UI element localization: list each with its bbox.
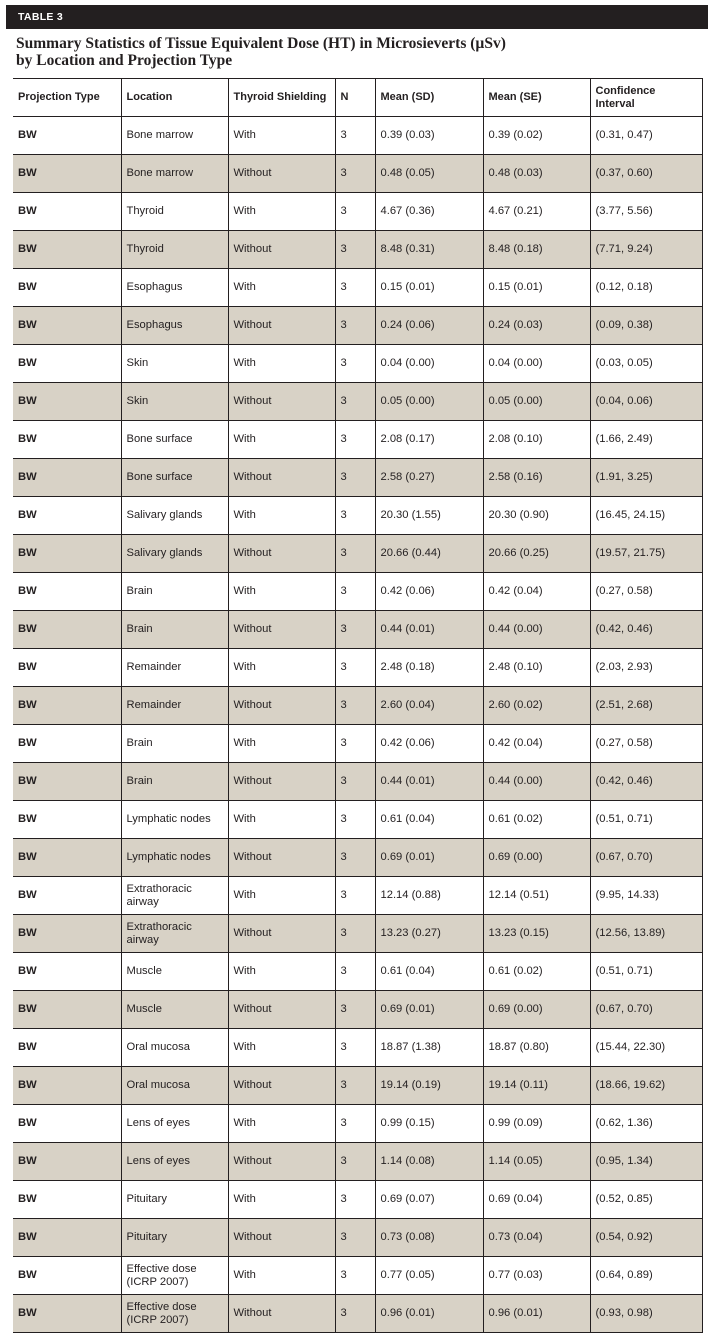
location-cell: Brain (121, 763, 228, 801)
table-row (13, 801, 702, 839)
thyroid-shielding-cell: With (228, 117, 335, 155)
column-header-mean-se: Mean (SE) (483, 79, 590, 117)
mean-se-cell: 0.61 (0.02) (483, 953, 590, 991)
projection-type-cell: BW (13, 839, 121, 877)
confidence-interval-cell: (3.77, 5.56) (590, 193, 702, 231)
thyroid-shielding-cell: Without (228, 307, 335, 345)
mean-sd-cell: 2.08 (0.17) (375, 421, 483, 459)
projection-type-cell: BW (13, 611, 121, 649)
mean-sd-cell: 0.15 (0.01) (375, 269, 483, 307)
n-cell: 3 (335, 725, 375, 763)
table-row (13, 307, 702, 345)
mean-sd-cell: 0.69 (0.01) (375, 839, 483, 877)
mean-sd-cell: 19.14 (0.19) (375, 1067, 483, 1105)
projection-type-cell: BW (13, 383, 121, 421)
mean-se-cell: 0.61 (0.02) (483, 801, 590, 839)
mean-se-cell: 2.48 (0.10) (483, 649, 590, 687)
table-title-line-1: Summary Statistics of Tissue Equivalent Dose (HT) in Microsieverts (µSv) (16, 35, 506, 52)
mean-sd-cell: 0.61 (0.04) (375, 801, 483, 839)
confidence-interval-cell: (0.37, 0.60) (590, 155, 702, 193)
projection-type-cell: BW (13, 535, 121, 573)
mean-sd-cell: 20.30 (1.55) (375, 497, 483, 535)
n-cell: 3 (335, 535, 375, 573)
projection-type-cell: BW (13, 117, 121, 155)
thyroid-shielding-cell: With (228, 193, 335, 231)
mean-se-cell: 0.39 (0.02) (483, 117, 590, 155)
thyroid-shielding-cell: With (228, 1105, 335, 1143)
n-cell: 3 (335, 915, 375, 953)
location-cell: Salivary glands (121, 535, 228, 573)
projection-type-cell: BW (13, 193, 121, 231)
mean-sd-cell: 0.44 (0.01) (375, 763, 483, 801)
location-cell: Bone surface (121, 459, 228, 497)
projection-type-cell: BW (13, 307, 121, 345)
mean-se-cell: 18.87 (0.80) (483, 1029, 590, 1067)
mean-sd-cell: 0.04 (0.00) (375, 345, 483, 383)
confidence-interval-cell: (0.62, 1.36) (590, 1105, 702, 1143)
confidence-interval-cell: (0.03, 0.05) (590, 345, 702, 383)
thyroid-shielding-cell: With (228, 1029, 335, 1067)
mean-se-cell: 0.73 (0.04) (483, 1219, 590, 1257)
mean-se-cell: 0.48 (0.03) (483, 155, 590, 193)
thyroid-shielding-cell: With (228, 877, 335, 915)
mean-sd-cell: 0.42 (0.06) (375, 725, 483, 763)
mean-sd-cell: 13.23 (0.27) (375, 915, 483, 953)
confidence-interval-cell: (12.56, 13.89) (590, 915, 702, 953)
thyroid-shielding-cell: With (228, 269, 335, 307)
thyroid-shielding-cell: Without (228, 155, 335, 193)
projection-type-cell: BW (13, 421, 121, 459)
projection-type-cell: BW (13, 269, 121, 307)
location-cell: Effective dose (ICRP 2007) (121, 1257, 228, 1295)
table-row (13, 687, 702, 725)
thyroid-shielding-cell: Without (228, 611, 335, 649)
thyroid-shielding-cell: Without (228, 459, 335, 497)
n-cell: 3 (335, 801, 375, 839)
mean-se-cell: 0.42 (0.04) (483, 725, 590, 763)
mean-sd-cell: 0.61 (0.04) (375, 953, 483, 991)
table-row (13, 1105, 702, 1143)
table-row (13, 1181, 702, 1219)
projection-type-cell: BW (13, 1067, 121, 1105)
location-cell: Lens of eyes (121, 1105, 228, 1143)
location-cell: Extrathoracic airway (121, 877, 228, 915)
n-cell: 3 (335, 345, 375, 383)
table-row (13, 915, 702, 953)
table-row (13, 1257, 702, 1295)
location-cell: Remainder (121, 649, 228, 687)
projection-type-cell: BW (13, 801, 121, 839)
column-header-projection-type: Projection Type (13, 79, 121, 117)
projection-type-cell: BW (13, 991, 121, 1029)
n-cell: 3 (335, 763, 375, 801)
n-cell: 3 (335, 1067, 375, 1105)
mean-se-cell: 0.42 (0.04) (483, 573, 590, 611)
mean-se-cell: 4.67 (0.21) (483, 193, 590, 231)
table-row (13, 953, 702, 991)
projection-type-cell: BW (13, 1181, 121, 1219)
mean-sd-cell: 4.67 (0.36) (375, 193, 483, 231)
mean-se-cell: 0.24 (0.03) (483, 307, 590, 345)
n-cell: 3 (335, 839, 375, 877)
table-row (13, 497, 702, 535)
table-row (13, 611, 702, 649)
thyroid-shielding-cell: Without (228, 231, 335, 269)
n-cell: 3 (335, 383, 375, 421)
thyroid-shielding-cell: Without (228, 383, 335, 421)
location-cell: Thyroid (121, 231, 228, 269)
table-row (13, 573, 702, 611)
mean-sd-cell: 0.48 (0.05) (375, 155, 483, 193)
location-cell: Brain (121, 573, 228, 611)
mean-sd-cell: 0.69 (0.07) (375, 1181, 483, 1219)
mean-sd-cell: 0.42 (0.06) (375, 573, 483, 611)
confidence-interval-cell: (2.03, 2.93) (590, 649, 702, 687)
mean-sd-cell: 1.14 (0.08) (375, 1143, 483, 1181)
table-row (13, 193, 702, 231)
n-cell: 3 (335, 1029, 375, 1067)
n-cell: 3 (335, 1219, 375, 1257)
mean-se-cell: 0.77 (0.03) (483, 1257, 590, 1295)
mean-se-cell: 13.23 (0.15) (483, 915, 590, 953)
thyroid-shielding-cell: Without (228, 1219, 335, 1257)
location-cell: Pituitary (121, 1219, 228, 1257)
location-cell: Skin (121, 383, 228, 421)
mean-sd-cell: 0.73 (0.08) (375, 1219, 483, 1257)
column-header-n: N (335, 79, 375, 117)
confidence-interval-cell: (0.93, 0.98) (590, 1295, 702, 1333)
n-cell: 3 (335, 497, 375, 535)
mean-sd-cell: 0.69 (0.01) (375, 991, 483, 1029)
n-cell: 3 (335, 269, 375, 307)
mean-se-cell: 0.05 (0.00) (483, 383, 590, 421)
location-cell: Lymphatic nodes (121, 839, 228, 877)
n-cell: 3 (335, 459, 375, 497)
location-cell: Muscle (121, 953, 228, 991)
table-row (13, 725, 702, 763)
n-cell: 3 (335, 1257, 375, 1295)
thyroid-shielding-cell: With (228, 1181, 335, 1219)
mean-se-cell: 0.44 (0.00) (483, 611, 590, 649)
mean-se-cell: 0.69 (0.00) (483, 991, 590, 1029)
n-cell: 3 (335, 1143, 375, 1181)
projection-type-cell: BW (13, 573, 121, 611)
table-row (13, 1295, 702, 1333)
location-cell: Effective dose (ICRP 2007) (121, 1295, 228, 1333)
projection-type-cell: BW (13, 459, 121, 497)
mean-sd-cell: 20.66 (0.44) (375, 535, 483, 573)
location-cell: Skin (121, 345, 228, 383)
projection-type-cell: BW (13, 1029, 121, 1067)
mean-sd-cell: 0.96 (0.01) (375, 1295, 483, 1333)
table-label: TABLE 3 (18, 11, 64, 23)
n-cell: 3 (335, 307, 375, 345)
column-header-mean-sd: Mean (SD) (375, 79, 483, 117)
projection-type-cell: BW (13, 1219, 121, 1257)
table-row (13, 459, 702, 497)
thyroid-shielding-cell: With (228, 497, 335, 535)
confidence-interval-cell: (9.95, 14.33) (590, 877, 702, 915)
mean-sd-cell: 0.99 (0.15) (375, 1105, 483, 1143)
projection-type-cell: BW (13, 345, 121, 383)
mean-sd-cell: 0.44 (0.01) (375, 611, 483, 649)
projection-type-cell: BW (13, 953, 121, 991)
mean-se-cell: 19.14 (0.11) (483, 1067, 590, 1105)
mean-se-cell: 0.15 (0.01) (483, 269, 590, 307)
mean-sd-cell: 12.14 (0.88) (375, 877, 483, 915)
mean-se-cell: 8.48 (0.18) (483, 231, 590, 269)
n-cell: 3 (335, 231, 375, 269)
location-cell: Brain (121, 611, 228, 649)
n-cell: 3 (335, 611, 375, 649)
confidence-interval-cell: (0.67, 0.70) (590, 839, 702, 877)
confidence-interval-cell: (0.27, 0.58) (590, 725, 702, 763)
location-cell: Lens of eyes (121, 1143, 228, 1181)
location-cell: Bone marrow (121, 117, 228, 155)
mean-se-cell: 2.58 (0.16) (483, 459, 590, 497)
n-cell: 3 (335, 991, 375, 1029)
mean-sd-cell: 2.48 (0.18) (375, 649, 483, 687)
location-cell: Muscle (121, 991, 228, 1029)
mean-sd-cell: 0.77 (0.05) (375, 1257, 483, 1295)
location-cell: Lymphatic nodes (121, 801, 228, 839)
mean-se-cell: 0.69 (0.00) (483, 839, 590, 877)
confidence-interval-cell: (1.66, 2.49) (590, 421, 702, 459)
table-row (13, 1143, 702, 1181)
n-cell: 3 (335, 573, 375, 611)
mean-se-cell: 0.99 (0.09) (483, 1105, 590, 1143)
thyroid-shielding-cell: Without (228, 763, 335, 801)
mean-sd-cell: 0.24 (0.06) (375, 307, 483, 345)
table-row (13, 155, 702, 193)
location-cell: Esophagus (121, 269, 228, 307)
confidence-interval-cell: (0.51, 0.71) (590, 953, 702, 991)
thyroid-shielding-cell: Without (228, 1295, 335, 1333)
table-row (13, 1067, 702, 1105)
confidence-interval-cell: (0.27, 0.58) (590, 573, 702, 611)
mean-se-cell: 2.08 (0.10) (483, 421, 590, 459)
thyroid-shielding-cell: Without (228, 991, 335, 1029)
n-cell: 3 (335, 687, 375, 725)
column-header-location: Location (121, 79, 228, 117)
mean-se-cell: 20.30 (0.90) (483, 497, 590, 535)
mean-se-cell: 0.96 (0.01) (483, 1295, 590, 1333)
location-cell: Remainder (121, 687, 228, 725)
thyroid-shielding-cell: With (228, 801, 335, 839)
table-label-bar (6, 5, 708, 29)
table-body (13, 117, 702, 1333)
table-title-line-2: by Location and Projection Type (16, 52, 233, 69)
projection-type-cell: BW (13, 649, 121, 687)
confidence-interval-cell: (0.52, 0.85) (590, 1181, 702, 1219)
projection-type-cell: BW (13, 497, 121, 535)
confidence-interval-cell: (16.45, 24.15) (590, 497, 702, 535)
mean-sd-cell: 0.39 (0.03) (375, 117, 483, 155)
confidence-interval-cell: (18.66, 19.62) (590, 1067, 702, 1105)
mean-se-cell: 0.69 (0.04) (483, 1181, 590, 1219)
confidence-interval-cell: (7.71, 9.24) (590, 231, 702, 269)
location-cell: Extrathoracic airway (121, 915, 228, 953)
mean-se-cell: 0.04 (0.00) (483, 345, 590, 383)
table-row (13, 877, 702, 915)
table-title (16, 35, 676, 69)
table-row (13, 991, 702, 1029)
projection-type-cell: BW (13, 1295, 121, 1333)
confidence-interval-cell: (1.91, 3.25) (590, 459, 702, 497)
column-header-thyroid-shielding: Thyroid Shielding (228, 79, 335, 117)
thyroid-shielding-cell: Without (228, 687, 335, 725)
table-row (13, 383, 702, 421)
mean-se-cell: 2.60 (0.02) (483, 687, 590, 725)
n-cell: 3 (335, 649, 375, 687)
mean-se-cell: 20.66 (0.25) (483, 535, 590, 573)
n-cell: 3 (335, 877, 375, 915)
mean-sd-cell: 8.48 (0.31) (375, 231, 483, 269)
thyroid-shielding-cell: Without (228, 1067, 335, 1105)
table-row (13, 345, 702, 383)
confidence-interval-cell: (19.57, 21.75) (590, 535, 702, 573)
table-row (13, 763, 702, 801)
thyroid-shielding-cell: Without (228, 915, 335, 953)
location-cell: Bone surface (121, 421, 228, 459)
thyroid-shielding-cell: Without (228, 839, 335, 877)
mean-se-cell: 1.14 (0.05) (483, 1143, 590, 1181)
confidence-interval-cell: (0.95, 1.34) (590, 1143, 702, 1181)
confidence-interval-cell: (0.51, 0.71) (590, 801, 702, 839)
n-cell: 3 (335, 1295, 375, 1333)
projection-type-cell: BW (13, 1143, 121, 1181)
location-cell: Oral mucosa (121, 1067, 228, 1105)
projection-type-cell: BW (13, 725, 121, 763)
projection-type-cell: BW (13, 877, 121, 915)
mean-se-cell: 12.14 (0.51) (483, 877, 590, 915)
n-cell: 3 (335, 1105, 375, 1143)
confidence-interval-cell: (2.51, 2.68) (590, 687, 702, 725)
projection-type-cell: BW (13, 231, 121, 269)
confidence-interval-cell: (0.12, 0.18) (590, 269, 702, 307)
table-row (13, 839, 702, 877)
thyroid-shielding-cell: With (228, 953, 335, 991)
confidence-interval-cell: (0.04, 0.06) (590, 383, 702, 421)
n-cell: 3 (335, 421, 375, 459)
location-cell: Bone marrow (121, 155, 228, 193)
projection-type-cell: BW (13, 763, 121, 801)
table-row (13, 649, 702, 687)
n-cell: 3 (335, 117, 375, 155)
projection-type-cell: BW (13, 155, 121, 193)
n-cell: 3 (335, 155, 375, 193)
thyroid-shielding-cell: With (228, 573, 335, 611)
column-header-confidence-interval: Confidence Interval (590, 79, 702, 117)
thyroid-shielding-cell: With (228, 649, 335, 687)
thyroid-shielding-cell: With (228, 345, 335, 383)
mean-se-cell: 0.44 (0.00) (483, 763, 590, 801)
thyroid-shielding-cell: Without (228, 535, 335, 573)
confidence-interval-cell: (0.64, 0.89) (590, 1257, 702, 1295)
confidence-interval-cell: (0.42, 0.46) (590, 763, 702, 801)
mean-sd-cell: 2.58 (0.27) (375, 459, 483, 497)
thyroid-shielding-cell: With (228, 421, 335, 459)
table-row (13, 117, 702, 155)
n-cell: 3 (335, 1181, 375, 1219)
confidence-interval-cell: (0.42, 0.46) (590, 611, 702, 649)
summary-statistics-table (13, 78, 703, 1333)
location-cell: Pituitary (121, 1181, 228, 1219)
projection-type-cell: BW (13, 1105, 121, 1143)
n-cell: 3 (335, 193, 375, 231)
table-row (13, 421, 702, 459)
location-cell: Oral mucosa (121, 1029, 228, 1067)
table-row (13, 1219, 702, 1257)
table-row (13, 269, 702, 307)
table-row (13, 231, 702, 269)
table-row (13, 535, 702, 573)
mean-sd-cell: 0.05 (0.00) (375, 383, 483, 421)
thyroid-shielding-cell: Without (228, 1143, 335, 1181)
thyroid-shielding-cell: With (228, 1257, 335, 1295)
thyroid-shielding-cell: With (228, 725, 335, 763)
table-row (13, 1029, 702, 1067)
location-cell: Thyroid (121, 193, 228, 231)
location-cell: Esophagus (121, 307, 228, 345)
confidence-interval-cell: (15.44, 22.30) (590, 1029, 702, 1067)
table-header-row (13, 79, 702, 117)
mean-sd-cell: 2.60 (0.04) (375, 687, 483, 725)
confidence-interval-cell: (0.67, 0.70) (590, 991, 702, 1029)
projection-type-cell: BW (13, 1257, 121, 1295)
confidence-interval-cell: (0.31, 0.47) (590, 117, 702, 155)
mean-sd-cell: 18.87 (1.38) (375, 1029, 483, 1067)
projection-type-cell: BW (13, 687, 121, 725)
n-cell: 3 (335, 953, 375, 991)
projection-type-cell: BW (13, 915, 121, 953)
location-cell: Brain (121, 725, 228, 763)
confidence-interval-cell: (0.54, 0.92) (590, 1219, 702, 1257)
confidence-interval-cell: (0.09, 0.38) (590, 307, 702, 345)
location-cell: Salivary glands (121, 497, 228, 535)
